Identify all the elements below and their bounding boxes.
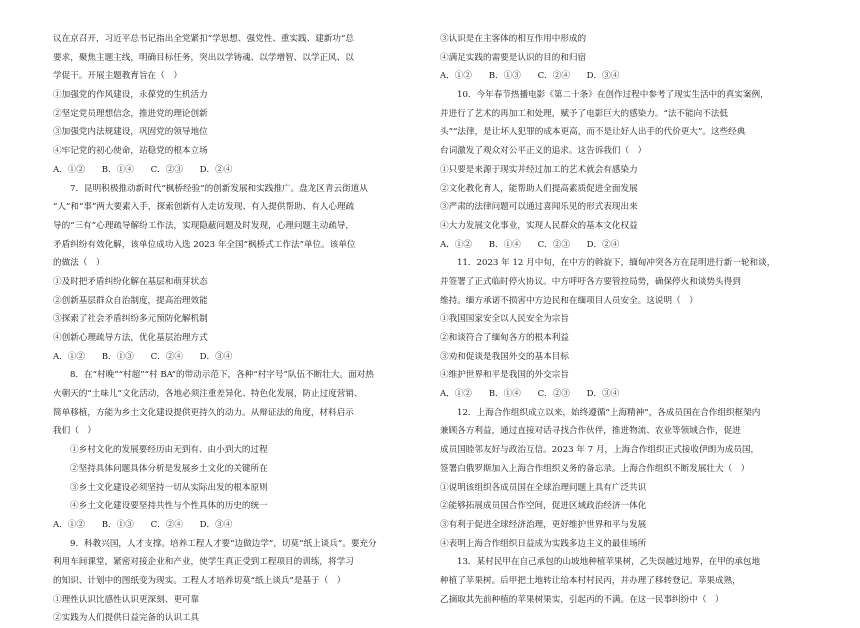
option-b: B．①③ [101,519,134,530]
option-b: B．①④ [488,239,521,250]
option-a: A．①② [53,351,85,362]
q9-stem-line: 的知识、计划中的图纸变为现实。工程人才培养切莫“纸上谈兵”是基于（ ） [53,575,346,586]
q6-stem-line: 议在京召开，习近平总书记指出全党紧扣“学思想、强党性、重实践、建新功”总 [53,34,354,44]
q11-statement: ①我国国家安全以人民安全为宗旨 [440,314,569,325]
q7-stem-line: “人”和“事”两大要素入手，探索创新有人走访发现、有人提供帮助、有人心理疏 [53,202,355,213]
q7-statement: ③探索了社会矛盾纠纷多元预防化解机制 [53,314,208,325]
option-a: A．①② [440,239,472,250]
q8-statement: ②坚持具体问题具体分析是发展乡土文化的关键所在 [70,463,268,474]
q12-statement: ①说明该组织各成员国在全球治理问题上具有广泛共识 [440,482,647,493]
q7-statement: ①及时把矛盾纠纷化解在基层和萌芽状态 [53,276,208,287]
q9-options [440,67,785,86]
q12-statement: ④表明上海合作组织日益成为实践多边主义的最佳场所 [440,538,647,549]
q10-statement: ③严肃的法律问题可以通过喜闻乐见的形式表现出来 [440,202,638,213]
question-9-continued [440,30,785,86]
q8-stem-line: 8．在“村晚”“村超”“村 BA”的带动示范下，各种“村字号”队伍不断壮大。面对热 [70,370,374,381]
q11-stem-line: 维持。缅方承诺不损害中方边民和在缅项目人员安全。这说明（ ） [440,295,698,306]
option-c: C．②③ [150,164,183,175]
option-b: B．①③ [488,71,521,82]
q6-stem-line: 要求，聚焦主题主线，明确目标任务，突出以学铸魂、以学增智、以学正风、以 [53,52,354,63]
question-11 [440,254,785,404]
question-12 [440,404,785,554]
option-c: C．②④ [537,71,570,82]
q10-options [440,236,785,255]
q10-stem-line: 10．今年春节热播电影《第二十条》在创作过程中参考了现实生活中的真实案例， [457,90,769,101]
q8-options [53,516,398,535]
question-9 [53,535,398,628]
q6-statement: ④牢记党的初心使命，站稳党的根本立场 [53,146,208,157]
q8-stem-line: 火朝天的“土味儿”文化活动，各地必须注重差异化、特色化发展，防止过度营销、 [53,389,363,400]
q9-statement: ②实践为人们提供日益完备的认识工具 [53,613,200,624]
option-a: A．①② [440,71,472,82]
q10-stem-line: 并进行了艺术的再加工和处理，赋予了电影巨大的感染力。“法不能向不法低 [440,108,728,119]
q12-stem-line: 成员国睦邻友好与政治互信。2023 年 7 月，上海合作组织正式接收伊朗为成员国， [440,445,760,456]
q12-statement: ②能够拓展成员国合作空间，促进区域政治经济一体化 [440,501,647,512]
q11-statement: ③劝和促谈是我国外交的基本目标 [440,351,569,362]
option-d: D．②④ [199,164,233,175]
option-d: D．③④ [199,519,233,530]
q7-stem-line: 7．昆明积极推动新时代“枫桥经验”的创新发展和实践推广。盘龙区青云街道从 [70,183,368,194]
option-d: D．③④ [199,351,233,362]
q8-stem-line: 简单移植，方能为乡土文化建设提供更持久的动力。从辩证法的角度，材料启示 [53,407,354,418]
option-c: C．②③ [537,239,570,250]
q7-statement: ②创新基层群众自治制度，提高治理效能 [53,295,208,306]
q13-stem-line: 种植了苹果树。后甲把土地转让给本村村民丙，并办理了移转登记。苹果成熟， [440,575,741,586]
q9-statement: ④满足实践的需要是认识的目的和归宿 [440,52,587,63]
option-a: A．①② [53,519,85,530]
q8-statement: ①乡村文化的发展要经历由无到有、由小到大的过程 [70,445,268,456]
q7-stem-line: 的做法（ ） [53,258,105,269]
right-column [440,30,785,609]
option-a: A．①② [440,389,472,400]
option-b: B．①③ [101,351,134,362]
q6-stem-line: 学促干。开展主题教育旨在（ ） [53,71,182,82]
q6-statement: ③加强党内法规建设，巩固党的领导地位 [53,127,208,138]
q6-options [53,161,398,180]
q13-stem-line: 13．某村民甲在自己承包的山坡地种植苹果树，乙失误越过地界，在甲的承包地 [457,557,761,568]
q10-statement: ④大力发展文化事业，实现人民群众的基本文化权益 [440,220,638,231]
q9-stem-line: 利用车间课堂，紧密对接企业和产业，使学生真正受到工程项目的训练，将学习 [53,557,354,568]
option-b: B．①④ [101,164,134,175]
q11-stem-line: 并签署了正式临时停火协议。中方呼吁各方要管控局势，确保停火和谈势头得到 [440,276,741,287]
q9-statement: ③认识是在主客体的相互作用中形成的 [440,34,587,44]
question-7 [53,180,398,367]
q8-statement: ④乡土文化建设要坚持共性与个性具体的历史的统一 [70,501,268,512]
option-a: A．①② [53,164,85,175]
q11-statement: ②和谈符合了缅甸各方的根本利益 [440,333,569,343]
q8-statement: ③乡土文化建设必须坚持一切从实际出发的根本原则 [70,482,268,493]
option-c: C．②③ [537,389,570,400]
q11-options [440,385,785,404]
q7-stem-line: 导的“三有”心理疏导解纷工作法，实现隐蔽问题及时发现，心理问题主动疏导， [53,220,354,231]
question-10 [440,86,785,254]
q10-statement: ②文化教化育人，能帮助人们提高素质促进全面发展 [440,183,638,194]
q12-statement: ③有利于促进全球经济治理，更好维护世界和平与发展 [440,519,647,530]
option-d: D．③④ [586,389,620,400]
q6-tail-block [53,30,398,180]
q6-statement: ②坚定党员理想信念，推进党的理论创新 [53,108,208,119]
left-column [53,30,398,628]
option-c: C．②④ [150,519,183,530]
q6-statement: ①加强党的作风建设，永葆党的生机活力 [53,90,208,101]
option-d: D．③④ [586,71,620,82]
q10-statement: ①只要是来源于现实并经过加工的艺术就会有感染力 [440,164,638,175]
option-d: D．②④ [586,239,620,250]
q12-stem-line: 签署白俄罗斯加入上海合作组织义务的备忘录。上海合作组织不断发展壮大（ ） [440,463,750,474]
q13-stem-line: 乙摘取其先前种植的苹果树果实，引起丙的不满。在这一民事纠纷中（ ） [440,594,724,605]
question-8 [53,366,398,534]
q10-stem-line: 台词激发了观众对公平正义的追求。这告诉我们（ ） [440,146,647,157]
q12-stem-line: 12．上海合作组织成立以来，始终遵循“上海精神”，各成员国在合作组织框架内 [457,407,761,418]
option-b: B．①④ [488,389,521,400]
q7-options [53,348,398,367]
option-c: C．②④ [150,351,183,362]
q12-stem-line: 兼顾各方利益，通过直接对话寻找合作伙伴，推进物流、农业等领域合作，促进 [440,426,741,437]
q11-stem-line: 11．2023 年 12 月中旬，在中方的斡旋下，缅甸冲突各方在昆明进行新一轮和谈， [457,258,776,269]
q7-statement: ④创新心理疏导方法，优化基层治理方式 [53,333,208,343]
q7-stem-line: 矛盾纠纷有效化解，该单位成功入选 2023 年全国“枫桥式工作法”单位。该单位 [53,239,356,250]
question-13 [440,553,785,609]
q9-statement: ①理性认识比感性认识更深刻、更可靠 [53,594,200,605]
q8-stem-line: 我们（ ） [53,426,96,437]
q11-statement: ④维护世界和平是我国的外交宗旨 [440,370,569,381]
q10-stem-line: 头”“法律，是让坏人犯罪的成本更高，而不是让好人出手的代价更大”。这些经典 [440,127,746,138]
q9-stem-line: 9．科教兴国，人才支撑。培养工程人才要“边做边学”，切莫“纸上谈兵”。要充分 [70,538,377,549]
